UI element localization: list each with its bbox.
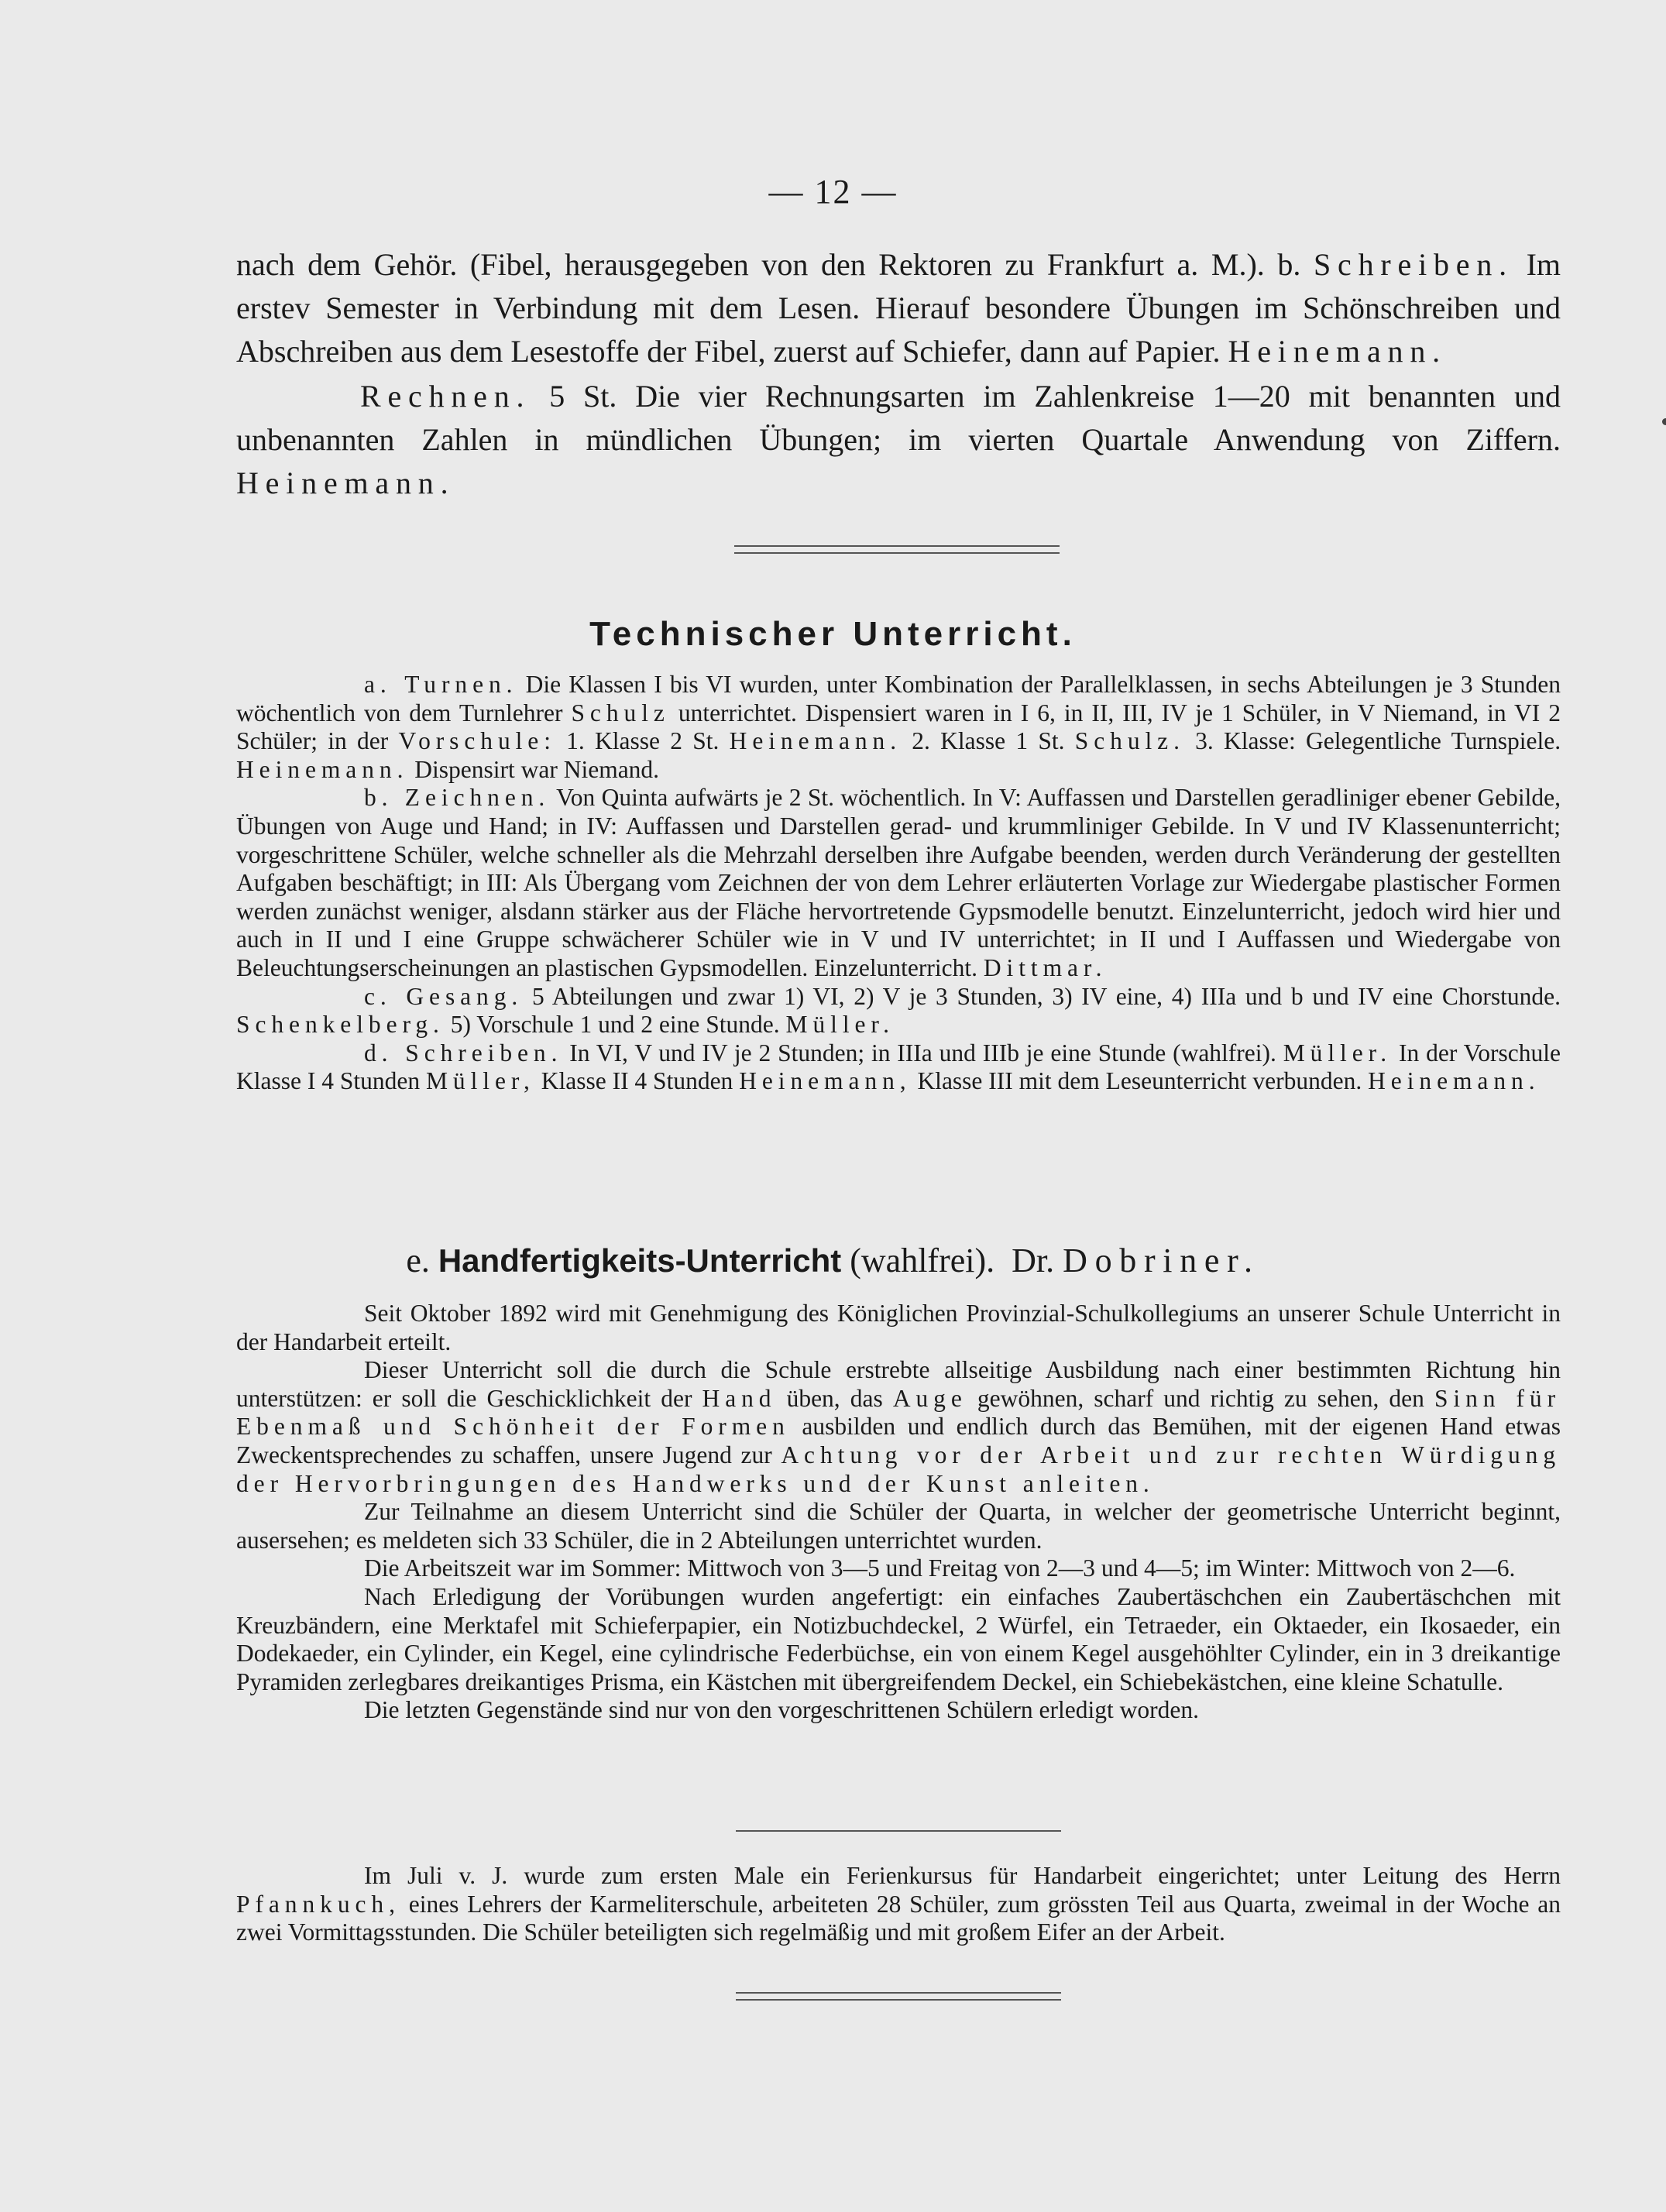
hf-paragraph-5: Nach Erledigung der Vorübungen wurden angefertigt: ein einfaches Zaubertäschchen ein Zaubertäschchen mit Kreuzbändern, eine Merktafel mit Schieferpapier, ein Notizbuchdeckel, 2 Würfel, ein Tetraeder, ein Oktaeder, ein Ikosaeder, ein Dodekaeder, ein Cylinder, ein Kegel, eine cylindrische Federbüchse, ein von einem Kegel ausgehöhlter Cylinder, ein in 3 dreikantige Pyramiden zerlegbares dreikantiges Prisma, ein Kästchen mit übergreifendem Deckel, ein Schiebekästchen, eine kleine Schatulle. — [236, 1582, 1561, 1695]
turnen-paragraph: a. Turnen. Die Klassen I bis VI wurden, unter Kombination der Parallelklassen, in sechs Abteilungen je 3 Stunden wöchentlich von dem Turnlehrer Schulz unterrichtet. Dispensiert waren in I 6, in II, III, IV je 1 Schüler, in V Niemand, in VI 2 Schüler; in der Vorschule: 1. Klasse 2 St. Heinemann. 2. Klasse 1 St. Schulz. 3. Klasse: Gelegentliche Turnspiele. Heinemann. Dispensirt war Niemand. — [236, 671, 1561, 783]
intro-section — [236, 243, 1561, 505]
handfertigkeit-section — [236, 1300, 1561, 1725]
teacher-name: Heinemann. — [236, 465, 455, 500]
zeichnen-paragraph: b. Zeichnen. Von Quinta aufwärts je 2 St. wöchentlich. In V: Auffassen und Darstellen geradliniger ebener Gebilde, Übungen von Auge und Hand; in IV: Auffassen und Darstellen gerad- und krummliniger Gebilde. In V und IV Klassenunterricht; vorgeschrittene Schüler, welche schneller als die Mehrzahl derselben ihre Aufgabe beenden, werden durch Veränderung der gestellten Aufgaben beschäftigt; in III: Als Übergang vom Zeichnen der von dem Lehrer erläuterten Vorlage zur Wiedergabe plastischer Formen werden zunächst weniger, alsdann stärker aus der Fläche hervortretende Gypsmodelle benutzt. Einzelunterricht, jedoch wird hier und auch in II und I eine Gruppe schwächerer Schüler wie in V und IV unterrichtet; in II und I Auffassen und Wiedergabe von Beleuchtungserscheinungen an plastischen Gypsmodellen. Einzelunterricht. Dittmar. — [236, 784, 1561, 981]
hf-paragraph-4: Die Arbeitszeit war im Sommer: Mittwoch von 3—5 und Freitag von 2—3 und 4—5; im Winter: Mittwoch von 2—6. — [364, 1554, 1516, 1582]
section-heading-handfertigkeit: e. Handfertigkeits-Unterricht (wahlfrei). Dr. Dobriner. — [406, 1242, 1260, 1279]
hf-paragraph-6: Die letzten Gegenstände sind nur von den vorgeschrittenen Schülern erledigt worden. — [364, 1696, 1199, 1724]
ferienkurs-paragraph: Im Juli v. J. wurde zum ersten Male ein Ferienkursus für Handarbeit eingerichtet; unter Leitung des Herrn Pfannkuch, eines Lehrers der Karmeliterschule, arbeiteten 28 Schüler, zum grössten Teil aus Quarta, zweimal in der Woche an zwei Vormittagsstunden. Die Schüler beteiligten sich regelmäßig und mit großem Eifer an der Arbeit. — [236, 1862, 1561, 1946]
hf-paragraph-1: Seit Oktober 1892 wird mit Genehmigung des Königlichen Provinzial-Schulkollegiums an unserer Schule Unterricht in der Handarbeit erteilt. — [236, 1300, 1561, 1355]
section-divider — [734, 545, 1060, 554]
subject-label: Rechnen. — [360, 379, 531, 414]
section-heading-technischer: Technischer Unterricht. — [589, 615, 1077, 653]
section-divider — [736, 1830, 1061, 1832]
intro-paragraph: nach dem Gehör. (Fibel, herausgegeben von den Rektoren zu Frankfurt a. M.). b. Schreiben. Im erstev Semester in Verbindung mit dem Lesen. Hierauf besondere Übungen im Schönschreiben und Abschreiben aus dem Lesestoffe der Fibel, zuerst auf Schiefer, dann auf Papier. Heinemann. — [236, 247, 1561, 369]
rechnen-paragraph: Rechnen. 5 St. Die vier Rechnungsarten im Zahlenkreise 1—20 mit benannten und unbenannten Zahlen in mündlichen Übungen; im vierten Quartale Anwendung von Ziffern. Heinemann. — [236, 379, 1561, 500]
hf-paragraph-3: Zur Teilnahme an diesem Unterricht sind die Schüler der Quarta, in welcher der geometrische Unterricht beginnt, ausersehen; es meldeten sich 33 Schüler, die in 2 Abteilungen unterrichtet wurden. — [236, 1498, 1561, 1554]
page-number: — 12 — — [768, 173, 898, 211]
section-divider — [736, 1992, 1061, 2001]
gesang-paragraph: c. Gesang. 5 Abteilungen und zwar 1) VI, 2) V je 3 Stunden, 3) IV eine, 4) IIIa und b und IV eine Chorstunde. Schenkelberg. 5) Vorschule 1 und 2 eine Stunde. Müller. — [236, 982, 1561, 1039]
ferienkurs-section — [236, 1862, 1561, 1947]
hf-paragraph-2: Dieser Unterricht soll die durch die Schule erstrebte allseitige Ausbildung nach einer bestimmten Richtung hin unterstützen: er soll die Geschicklichkeit der Hand üben, das Auge gewöhnen, scharf und richtig zu sehen, den Sinn für Ebenmaß und Schönheit der Formen ausbilden und endlich durch das Bemühen, mit der eigenen Hand etwas Zweckentsprechendes zu schaffen, unsere Jugend zur Achtung vor der Arbeit und zur rechten Würdigung der Hervorbringungen des Handwerks und der Kunst anleiten. — [236, 1356, 1561, 1497]
schreiben-paragraph: d. Schreiben. In VI, V und IV je 2 Stunden; in IIIa und IIIb je eine Stunde (wahlfrei). Müller. In der Vorschule Klasse I 4 Stunden Müller, Klasse II 4 Stunden Heinemann, Klasse III mit dem Leseunterricht verbunden. Heinemann. — [236, 1039, 1561, 1095]
technischer-section — [236, 671, 1561, 1096]
margin-mark — [1662, 418, 1666, 425]
teacher-name: Heinemann. — [1228, 334, 1447, 369]
